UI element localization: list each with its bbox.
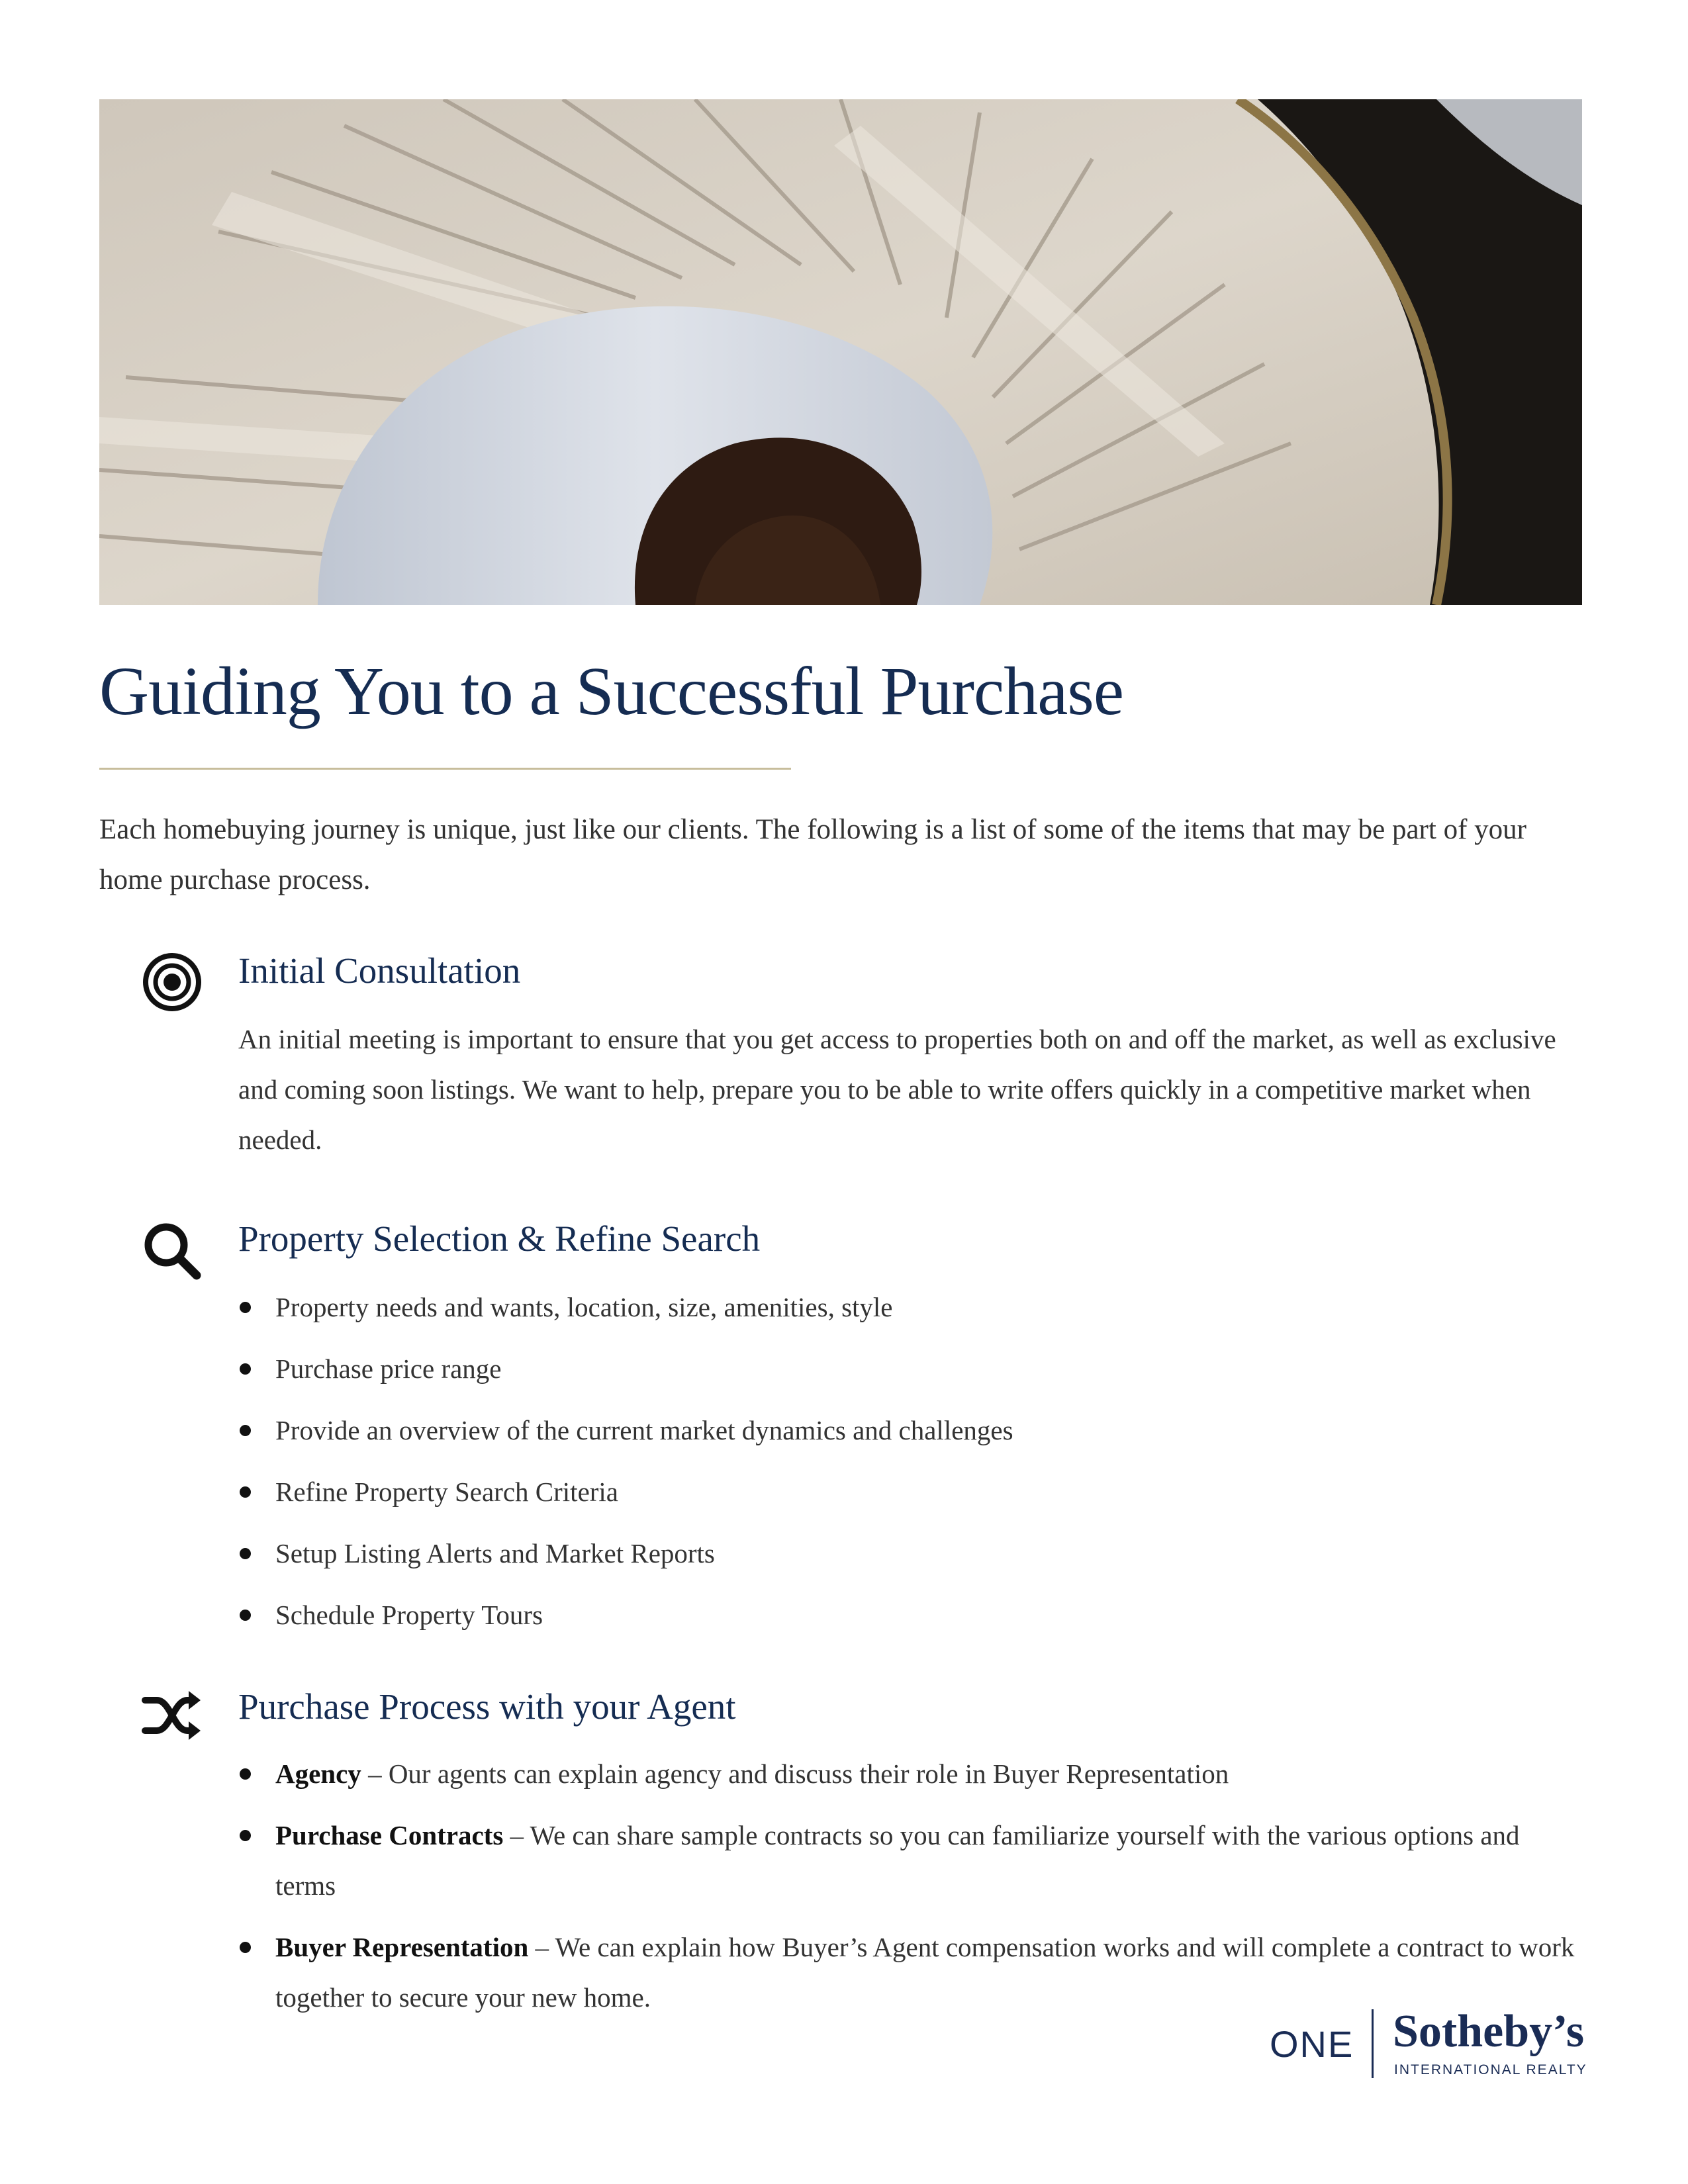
bullet-dot xyxy=(240,1768,251,1780)
list-item xyxy=(238,1810,1582,1911)
section-paragraph-initial-consultation: An initial meeting is important to ensure that you get access to properties both on and off the market, as well as exclusive and coming soon listings. We want to help, prepare you to be able to write offers quickly in a competitive market when needed. xyxy=(238,1024,1556,1155)
title-divider xyxy=(99,768,791,770)
list-item xyxy=(238,1467,1582,1517)
purchase-process-list xyxy=(238,1749,1582,2034)
shuffle-icon xyxy=(141,1684,203,1747)
bullet-dot xyxy=(240,1363,251,1375)
list-item-term: Purchase Contracts xyxy=(275,1820,504,1850)
brand-logo xyxy=(1270,2005,1587,2082)
bullet-dot xyxy=(240,1486,251,1498)
list-item-text: Provide an overview of the current market dynamics and challenges xyxy=(275,1415,1013,1445)
list-item-text: Schedule Property Tours xyxy=(275,1600,543,1630)
list-item xyxy=(238,1590,1582,1640)
bullet-dot xyxy=(240,1830,251,1841)
bullet-dot xyxy=(240,1548,251,1559)
list-item xyxy=(238,1405,1582,1455)
bullet-dot xyxy=(240,1610,251,1621)
list-item-text: – Our agents can explain agency and discuss their role in Buyer Representation xyxy=(361,1758,1229,1789)
bullet-dot xyxy=(240,1302,251,1313)
search-icon xyxy=(141,1220,203,1282)
list-item-text: Property needs and wants, location, size, amenities, style xyxy=(275,1292,893,1322)
list-item-text: – We can explain how Buyer’s Agent compensation works and will complete a contract to work together to secure your new home. xyxy=(275,1932,1575,2013)
target-icon xyxy=(141,951,203,1013)
list-item-term: Buyer Representation xyxy=(275,1932,529,1962)
section-title-property-selection: Property Selection & Refine Search xyxy=(238,1218,761,1259)
property-selection-list xyxy=(238,1282,1582,1651)
bullet-dot xyxy=(240,1942,251,1953)
section-title-initial-consultation: Initial Consultation xyxy=(238,950,521,991)
section-title-purchase-process: Purchase Process with your Agent xyxy=(238,1686,736,1727)
hero-image xyxy=(99,99,1582,605)
list-item xyxy=(238,1343,1582,1394)
list-item-text: Refine Property Search Criteria xyxy=(275,1477,619,1507)
list-item-text: – We can share sample contracts so you can familiarize yourself with the various options and terms xyxy=(275,1820,1520,1901)
bullet-dot xyxy=(240,1425,251,1436)
list-item xyxy=(238,1282,1582,1332)
list-item-text: Setup Listing Alerts and Market Reports xyxy=(275,1538,715,1569)
logo-one-text: ONE xyxy=(1270,2023,1354,2065)
list-item xyxy=(238,1528,1582,1578)
logo-divider xyxy=(1372,2009,1374,2078)
page-title: Guiding You to a Successful Purchase xyxy=(99,653,1124,729)
list-item-text: Purchase price range xyxy=(275,1353,502,1384)
logo-brand-text: Sotheby’s xyxy=(1393,2006,1585,2057)
logo-subtitle: INTERNATIONAL REALTY xyxy=(1394,2062,1587,2077)
list-item xyxy=(238,1749,1582,1799)
intro-paragraph: Each homebuying journey is unique, just like our clients. The following is a list of some of the items that may be part of your home purchase process. xyxy=(99,814,1526,895)
list-item-term: Agency xyxy=(275,1758,361,1789)
